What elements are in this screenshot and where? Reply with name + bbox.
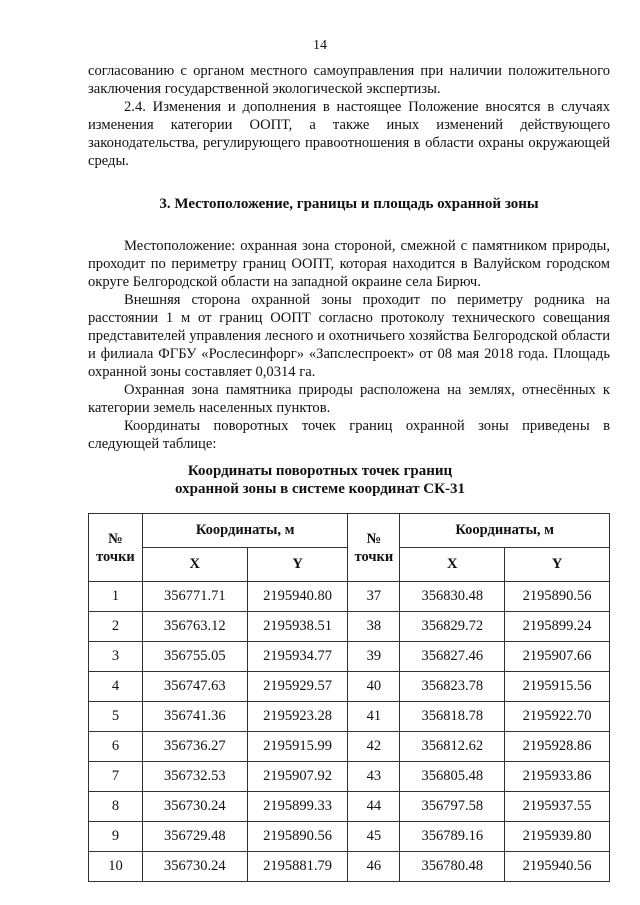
table-title-line-1: Координаты поворотных точек границ (187, 463, 453, 479)
y-coordinate-cell: 2195928.86 (505, 732, 610, 762)
header-no-symbol: № (108, 530, 123, 547)
y-coordinate-cell: 2195923.28 (247, 702, 348, 732)
table-row (89, 792, 610, 822)
point-number-cell: 43 (348, 762, 400, 792)
point-number-cell: 45 (348, 822, 400, 852)
point-number-cell: 7 (89, 762, 143, 792)
header-x-right: X (400, 548, 505, 582)
x-coordinate-cell: 356730.24 (142, 792, 247, 822)
y-coordinate-cell: 2195899.24 (505, 612, 610, 642)
header-coordinates-right: Координаты, м (400, 514, 610, 548)
table-row (89, 612, 610, 642)
y-coordinate-cell: 2195890.56 (247, 822, 348, 852)
x-coordinate-cell: 356789.16 (400, 822, 505, 852)
point-number-cell: 40 (348, 672, 400, 702)
x-coordinate-cell: 356823.78 (400, 672, 505, 702)
x-coordinate-cell: 356729.48 (142, 822, 247, 852)
y-coordinate-cell: 2195907.92 (247, 762, 348, 792)
header-coordinates-left: Координаты, м (142, 514, 348, 548)
table-title (0, 462, 640, 498)
table-row (89, 822, 610, 852)
table-row (89, 582, 610, 612)
y-coordinate-cell: 2195915.99 (247, 732, 348, 762)
x-coordinate-cell: 356741.36 (142, 702, 247, 732)
point-number-cell: 41 (348, 702, 400, 732)
point-number-cell: 8 (89, 792, 143, 822)
y-coordinate-cell: 2195934.77 (247, 642, 348, 672)
section-heading: 3. Местоположение, границы и площадь охранной зоны (159, 196, 539, 212)
point-number-cell: 46 (348, 852, 400, 882)
y-coordinate-cell: 2195937.55 (505, 792, 610, 822)
paragraph-location: Местоположение: охранная зона стороной, смежной с памятником природы, проходит по периметру границ ООПТ, которая находится в Валуйском городском округе Белгородской области на западной окраине села Бирюч. (88, 238, 610, 290)
point-number-cell: 3 (89, 642, 143, 672)
table-title-line-2: охранной зоны в системе координат СК-31 (174, 481, 466, 497)
x-coordinate-cell: 356818.78 (400, 702, 505, 732)
point-number-cell: 39 (348, 642, 400, 672)
y-coordinate-cell: 2195929.57 (247, 672, 348, 702)
x-coordinate-cell: 356812.62 (400, 732, 505, 762)
point-number-cell: 4 (89, 672, 143, 702)
header-no-symbol: № (366, 530, 382, 547)
header-point-number-left (89, 514, 143, 582)
paragraph-coordinates-intro: Координаты поворотных точек границ охранной зоны приведены в следующей таблице: (88, 418, 610, 452)
x-coordinate-cell: 356797.58 (400, 792, 505, 822)
x-coordinate-cell: 356730.24 (142, 852, 247, 882)
paragraph-approval: согласованию с органом местного самоуправления при наличии положительного заключения государственной экологической экспертизы. (88, 63, 610, 97)
document-body (88, 62, 610, 453)
paragraph-outer-boundary: Внешняя сторона охранной зоны проходит по периметру родника на расстоянии 1 м от границ ООПТ согласно протоколу технического совещания представителей управления лесного и охотничьего хозяйства Белгородской области и филиала ФГБУ «Рослесинфорг» «Запслеспроект» от 08 мая 2018 года. Площадь охранной зоны составляет 0,0314 га. (88, 292, 610, 380)
table-row (89, 852, 610, 882)
y-coordinate-cell: 2195915.56 (505, 672, 610, 702)
x-coordinate-cell: 356755.05 (142, 642, 247, 672)
point-number-cell: 44 (348, 792, 400, 822)
table-row (89, 702, 610, 732)
x-coordinate-cell: 356763.12 (142, 612, 247, 642)
x-coordinate-cell: 356805.48 (400, 762, 505, 792)
page-number: 14 (313, 38, 327, 53)
point-number-cell: 37 (348, 582, 400, 612)
x-coordinate-cell: 356830.48 (400, 582, 505, 612)
y-coordinate-cell: 2195907.66 (505, 642, 610, 672)
x-coordinate-cell: 356732.53 (142, 762, 247, 792)
header-x-left: X (142, 548, 247, 582)
paragraph-amendments: 2.4. Изменения и дополнения в настоящее Положение вносятся в случаях изменения категории ООПТ, а также иных изменений действующего законодательства, регулирующего правоотношения в области охраны окружающей среды. (88, 99, 610, 169)
point-number-cell: 2 (89, 612, 143, 642)
x-coordinate-cell: 356829.72 (400, 612, 505, 642)
point-number-cell: 1 (89, 582, 143, 612)
x-coordinate-cell: 356771.71 (142, 582, 247, 612)
y-coordinate-cell: 2195940.56 (505, 852, 610, 882)
y-coordinate-cell: 2195922.70 (505, 702, 610, 732)
y-coordinate-cell: 2195939.80 (505, 822, 610, 852)
y-coordinate-cell: 2195933.86 (505, 762, 610, 792)
point-number-cell: 38 (348, 612, 400, 642)
table-row (89, 732, 610, 762)
header-point-number-right (348, 514, 400, 582)
x-coordinate-cell: 356747.63 (142, 672, 247, 702)
y-coordinate-cell: 2195881.79 (247, 852, 348, 882)
x-coordinate-cell: 356736.27 (142, 732, 247, 762)
y-coordinate-cell: 2195890.56 (505, 582, 610, 612)
header-no-word: точки (96, 548, 135, 565)
y-coordinate-cell: 2195899.33 (247, 792, 348, 822)
x-coordinate-cell: 356780.48 (400, 852, 505, 882)
paragraph-land-category: Охранная зона памятника природы расположена на землях, отнесённых к категории земель населенных пунктов. (88, 382, 610, 416)
header-no-word: точки (354, 548, 394, 565)
point-number-cell: 5 (89, 702, 143, 732)
y-coordinate-cell: 2195938.51 (247, 612, 348, 642)
point-number-cell: 42 (348, 732, 400, 762)
point-number-cell: 6 (89, 732, 143, 762)
table-row (89, 642, 610, 672)
table-row (89, 672, 610, 702)
table-row (89, 762, 610, 792)
coordinates-table-body (89, 582, 610, 882)
y-coordinate-cell: 2195940.80 (247, 582, 348, 612)
header-y-left: Y (247, 548, 348, 582)
coordinates-table (88, 513, 610, 882)
point-number-cell: 10 (89, 852, 143, 882)
header-y-right: Y (505, 548, 610, 582)
point-number-cell: 9 (89, 822, 143, 852)
x-coordinate-cell: 356827.46 (400, 642, 505, 672)
